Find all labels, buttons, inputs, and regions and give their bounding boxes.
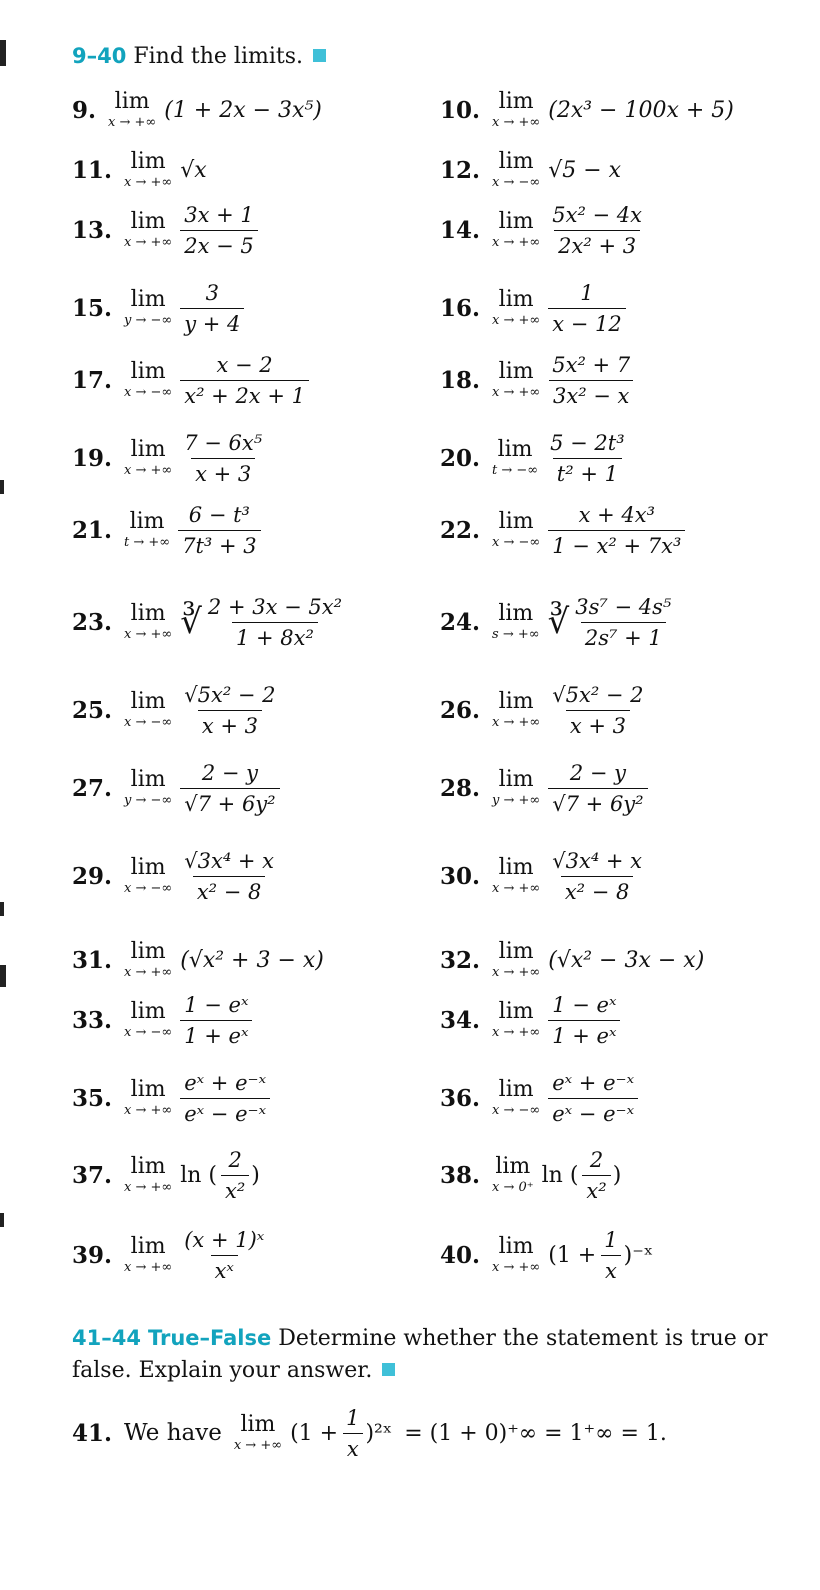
section-range: 9–40	[72, 44, 127, 68]
fraction	[180, 1227, 268, 1284]
section-title-2: True–False	[147, 1326, 272, 1350]
lim-word: lim	[498, 1077, 534, 1102]
lim-word: lim	[498, 509, 534, 534]
denominator: x² − 8	[193, 876, 266, 905]
limit-subscript: y → −∞	[124, 313, 173, 328]
limit-operator	[124, 150, 172, 190]
limit-operator	[124, 1078, 172, 1118]
fraction	[180, 280, 244, 337]
limit-operator	[492, 510, 540, 550]
problem-number: 31.	[72, 946, 113, 974]
fraction	[180, 202, 258, 259]
denominator: x²	[582, 1175, 610, 1204]
limit-subscript: x → +∞	[492, 313, 541, 328]
problem-item	[440, 428, 629, 488]
problem-item	[72, 428, 266, 488]
statement-lead: We have	[124, 1420, 222, 1446]
lim-word: lim	[130, 1234, 166, 1259]
fraction	[180, 352, 309, 409]
numerator: 5x² − 4x	[552, 202, 643, 227]
fraction	[548, 352, 634, 409]
denominator: 2s⁷ + 1	[581, 622, 666, 651]
limit-operator	[492, 1000, 540, 1040]
numerator: 3s⁷ − 4s⁵	[575, 594, 672, 619]
denominator: 1 − x² + 7x³	[548, 530, 685, 559]
limit-operator	[124, 940, 172, 980]
problem-item	[440, 1225, 653, 1285]
limit-operator	[492, 1235, 540, 1275]
denominator: 1 + eˣ	[548, 1020, 620, 1049]
limit-subscript: y → −∞	[124, 793, 173, 808]
problem-number: 22.	[440, 516, 481, 544]
denominator: x + 3	[191, 458, 255, 487]
lim-word: lim	[240, 1412, 276, 1437]
fraction	[178, 502, 261, 559]
lim-word: lim	[129, 509, 165, 534]
numerator: 7 − 6x⁵	[184, 430, 263, 455]
section-heading-text: Find the limits.	[133, 44, 304, 69]
fraction	[180, 760, 279, 817]
denominator: √7 + 6y²	[548, 788, 647, 817]
problem-item	[72, 1068, 270, 1128]
limit-operator	[492, 768, 540, 808]
denominator: 7t³ + 3	[178, 530, 261, 559]
lim-word: lim	[130, 1154, 166, 1179]
lim-word: lim	[114, 89, 150, 114]
numerator: 1	[580, 280, 594, 305]
problem-item	[72, 1225, 268, 1285]
limit-subscript: x → +∞	[492, 1025, 541, 1040]
limit-subscript: x → +∞	[108, 115, 157, 130]
lim-word: lim	[130, 689, 166, 714]
problem-item	[440, 140, 621, 200]
denominator: x²	[221, 1175, 249, 1204]
limit-subscript: x → +∞	[124, 627, 173, 642]
edge-mark	[0, 965, 6, 987]
lim-word: lim	[497, 437, 533, 462]
numerator: 1	[604, 1227, 618, 1252]
fraction	[204, 594, 346, 651]
problem-number: 27.	[72, 774, 113, 802]
lim-word: lim	[130, 767, 166, 792]
lim-word: lim	[498, 689, 534, 714]
denominator: x + 3	[566, 710, 630, 739]
cube-root-sign: ∛	[547, 602, 570, 642]
limit-subscript: x → +∞	[124, 1103, 173, 1118]
cube-root-sign: ∛	[180, 602, 202, 642]
lim-word: lim	[130, 209, 166, 234]
limit-subscript: x → −∞	[124, 385, 173, 400]
problem-number: 12.	[440, 156, 481, 184]
fraction	[180, 682, 279, 739]
problem-number: 11.	[72, 156, 113, 184]
limit-operator	[492, 1155, 534, 1195]
problem-item	[72, 140, 207, 200]
problem-item	[440, 592, 675, 652]
limit-subscript: x → +∞	[124, 175, 173, 190]
fraction	[582, 1147, 610, 1204]
problem-number: 32.	[440, 946, 481, 974]
lim-word: lim	[130, 601, 166, 626]
limit-operator	[492, 288, 540, 328]
numerator: 2 + 3x − 5x²	[207, 594, 342, 619]
lim-word: lim	[130, 287, 166, 312]
limit-subscript: x → +∞	[124, 1180, 173, 1195]
limit-subscript: t → −∞	[492, 463, 539, 478]
expr-pre: ln (	[541, 1162, 579, 1188]
denominator: 1 + 8x²	[232, 622, 318, 651]
lim-word: lim	[130, 359, 166, 384]
lim-word: lim	[498, 209, 534, 234]
problem-item	[72, 500, 261, 560]
edge-mark	[0, 480, 4, 494]
denominator: x² + 2x + 1	[180, 380, 309, 409]
problem-item	[72, 278, 244, 338]
limit-operator	[234, 1413, 282, 1453]
numerator: 1	[346, 1405, 360, 1430]
problem-number: 14.	[440, 216, 481, 244]
problem-item	[440, 350, 634, 410]
lim-word: lim	[130, 437, 166, 462]
numerator: x − 2	[216, 352, 273, 377]
fraction	[548, 1070, 638, 1127]
lim-word: lim	[498, 359, 534, 384]
problem-item	[440, 500, 685, 560]
fraction	[548, 992, 620, 1049]
limit-subscript: x → +∞	[492, 881, 541, 896]
denominator: x − 12	[548, 308, 626, 337]
problem-number: 10.	[440, 96, 481, 124]
problem-number: 13.	[72, 216, 113, 244]
edge-mark	[0, 1213, 4, 1227]
fraction	[546, 430, 629, 487]
problem-item	[72, 930, 324, 990]
limit-subscript: x → +∞	[124, 1260, 173, 1275]
denominator: x² − 8	[561, 876, 634, 905]
denominator: eˣ − e⁻ˣ	[180, 1098, 270, 1127]
limit-operator	[124, 1155, 172, 1195]
problem-number: 19.	[72, 444, 113, 472]
denominator: x + 3	[198, 710, 262, 739]
problem-item	[440, 846, 646, 906]
problem-item	[72, 592, 346, 652]
denominator: √7 + 6y²	[180, 788, 279, 817]
problem-number: 33.	[72, 1006, 113, 1034]
problem-number: 24.	[440, 608, 481, 636]
problem-item	[440, 680, 648, 740]
limit-expression: √5 − x	[548, 157, 622, 183]
limit-subscript: x → −∞	[492, 535, 541, 550]
denominator: x	[343, 1433, 363, 1462]
limit-expression: (2x³ − 100x + 5)	[548, 97, 734, 123]
fraction	[180, 1070, 270, 1127]
expr-post: )	[612, 1162, 622, 1188]
fraction	[548, 760, 647, 817]
limit-operator	[492, 856, 540, 896]
limit-subscript: x → +∞	[492, 1260, 541, 1275]
numerator: 2 − y	[201, 760, 258, 785]
limit-operator	[492, 940, 540, 980]
numerator: x + 4x³	[578, 502, 656, 527]
numerator: √5x² − 2	[184, 682, 276, 707]
problem-item	[72, 200, 258, 260]
problem-number: 29.	[72, 862, 113, 890]
limit-subscript: x → +∞	[124, 463, 173, 478]
limit-operator	[124, 1000, 172, 1040]
edge-mark	[0, 40, 6, 66]
numerator: 2	[589, 1147, 604, 1172]
numerator: 5 − 2t³	[550, 430, 625, 455]
limit-operator	[492, 360, 540, 400]
fraction	[180, 992, 252, 1049]
denominator: 1 + eˣ	[180, 1020, 252, 1049]
problem-item	[72, 846, 278, 906]
limit-operator	[124, 438, 172, 478]
problem-item	[440, 758, 648, 818]
fraction	[180, 430, 266, 487]
limit-subscript: x → +∞	[492, 715, 541, 730]
expr-post: )	[251, 1162, 260, 1188]
problem-item	[72, 350, 309, 410]
lim-word: lim	[498, 767, 534, 792]
problem-item	[72, 680, 280, 740]
fraction	[548, 682, 647, 739]
expr-pre: (1 +	[290, 1420, 339, 1446]
numerator: 2	[228, 1147, 242, 1172]
limit-operator	[492, 150, 540, 190]
numerator: 3	[205, 280, 220, 305]
expr-pre: (1 +	[548, 1242, 597, 1268]
lim-word: lim	[498, 999, 534, 1024]
problem-number: 37.	[72, 1161, 113, 1189]
problem-number: 38.	[440, 1161, 481, 1189]
section-range-2: 41–44	[72, 1326, 141, 1350]
statement-rest: = (1 + 0)⁺∞ = 1⁺∞ = 1.	[404, 1420, 667, 1446]
limit-subscript: x → 0⁺	[492, 1180, 534, 1195]
lim-word: lim	[498, 287, 534, 312]
limit-operator	[124, 288, 172, 328]
problem-item	[440, 1145, 621, 1205]
problem-number: 18.	[440, 366, 481, 394]
lim-word: lim	[130, 1077, 166, 1102]
limit-subscript: x → +∞	[492, 965, 541, 980]
limit-subscript: x → −∞	[492, 175, 541, 190]
fraction	[548, 848, 646, 905]
problem-item	[440, 200, 646, 260]
lim-word: lim	[495, 1154, 531, 1179]
limit-subscript: x → +∞	[492, 115, 541, 130]
problem-item	[72, 758, 280, 818]
limit-subscript: t → +∞	[124, 535, 171, 550]
edge-mark	[0, 902, 4, 916]
section-heading-2-text: Determine whether the statement is true or false. Explain your answer.	[72, 1326, 768, 1383]
problem-number: 26.	[440, 696, 481, 724]
lim-word: lim	[498, 149, 534, 174]
lim-word: lim	[130, 939, 166, 964]
limit-subscript: x → +∞	[124, 235, 173, 250]
problem-number: 40.	[440, 1241, 481, 1269]
limit-subscript: x → −∞	[124, 1025, 173, 1040]
denominator: 3x² − x	[549, 380, 633, 409]
denominator: 2x² + 3	[554, 230, 640, 259]
limit-subscript: s → +∞	[492, 627, 540, 642]
limit-subscript: x → −∞	[124, 715, 173, 730]
fraction	[548, 502, 685, 559]
problem-number: 28.	[440, 774, 481, 802]
limit-subscript: x → −∞	[124, 881, 173, 896]
numerator: eˣ + e⁻ˣ	[184, 1070, 267, 1095]
limit-operator	[124, 510, 170, 550]
denominator: xˣ	[211, 1255, 238, 1284]
lim-word: lim	[498, 89, 534, 114]
limit-operator	[492, 210, 540, 250]
problem-item	[72, 80, 322, 140]
denominator: 2x − 5	[180, 230, 258, 259]
numerator: 2 − y	[569, 760, 626, 785]
limit-operator	[124, 360, 172, 400]
fraction	[221, 1147, 249, 1204]
limit-operator	[124, 1235, 172, 1275]
limit-expression: √x	[180, 157, 207, 183]
problem-item	[440, 1068, 638, 1128]
lim-word: lim	[498, 855, 534, 880]
numerator: √3x⁴ + x	[184, 848, 275, 873]
square-icon	[382, 1363, 395, 1376]
problem-number: 21.	[72, 516, 113, 544]
problem-number: 16.	[440, 294, 481, 322]
lim-word: lim	[498, 601, 534, 626]
limit-subscript: y → +∞	[492, 793, 541, 808]
limit-subscript: x → −∞	[492, 1103, 541, 1118]
problem-number: 36.	[440, 1084, 481, 1112]
problem-number: 15.	[72, 294, 113, 322]
problem-number: 35.	[72, 1084, 113, 1112]
limit-operator	[124, 690, 172, 730]
problem-item	[72, 990, 252, 1050]
numerator: √3x⁴ + x	[552, 848, 643, 873]
limit-operator	[492, 438, 538, 478]
expr-post: )⁻ˣ	[623, 1242, 654, 1268]
fraction	[548, 202, 646, 259]
numerator: 1 − eˣ	[184, 992, 249, 1017]
problem-number: 25.	[72, 696, 113, 724]
limit-operator	[124, 768, 172, 808]
lim-word: lim	[498, 939, 534, 964]
problem-number: 30.	[440, 862, 481, 890]
problem-item	[72, 1145, 260, 1205]
fraction	[548, 280, 626, 337]
numerator: √5x² − 2	[552, 682, 644, 707]
problem-item	[440, 990, 620, 1050]
problem-number: 17.	[72, 366, 113, 394]
denominator: eˣ − e⁻ˣ	[548, 1098, 638, 1127]
expr-post: )²ˣ	[365, 1420, 393, 1446]
limit-operator	[492, 1078, 540, 1118]
fraction	[571, 594, 675, 651]
problem-number: 20.	[440, 444, 481, 472]
limit-subscript: x → +∞	[124, 965, 173, 980]
fraction	[600, 1227, 621, 1284]
denominator: x	[601, 1255, 621, 1284]
limit-operator	[124, 210, 172, 250]
fraction	[342, 1405, 363, 1462]
problem-item	[440, 80, 734, 140]
limit-expression: (√x² − 3x − x)	[548, 947, 705, 973]
numerator: 6 − t³	[188, 502, 250, 527]
limit-operator	[124, 602, 172, 642]
limit-subscript: x → +∞	[492, 385, 541, 400]
limit-expression: (1 + 2x − 3x⁵)	[164, 97, 322, 123]
fraction	[180, 848, 278, 905]
lim-word: lim	[498, 1234, 534, 1259]
numerator: eˣ + e⁻ˣ	[552, 1070, 635, 1095]
problem-item	[440, 930, 704, 990]
numerator: 1 − eˣ	[552, 992, 617, 1017]
denominator: t² + 1	[553, 458, 622, 487]
section-heading	[72, 42, 326, 71]
denominator: y + 4	[180, 308, 244, 337]
lim-word: lim	[130, 149, 166, 174]
problem-number: 34.	[440, 1006, 481, 1034]
limit-operator	[108, 90, 156, 130]
problem-number: 41.	[72, 1419, 113, 1447]
square-icon	[313, 49, 326, 62]
expr-pre: ln (	[180, 1162, 218, 1188]
problem-item	[440, 278, 626, 338]
limit-operator	[492, 90, 540, 130]
limit-subscript: x → +∞	[492, 235, 541, 250]
numerator: 3x + 1	[184, 202, 254, 227]
problem-number: 9.	[72, 96, 97, 124]
problem-number: 23.	[72, 608, 113, 636]
problem-number: 39.	[72, 1241, 113, 1269]
lim-word: lim	[130, 855, 166, 880]
limit-operator	[492, 602, 540, 642]
limit-operator	[124, 856, 172, 896]
section-heading-2	[72, 1322, 792, 1387]
problem-41	[72, 1398, 667, 1468]
limit-expression: (√x² + 3 − x)	[180, 947, 324, 973]
limit-operator	[492, 690, 540, 730]
limit-subscript: x → +∞	[233, 1438, 283, 1453]
numerator: (x + 1)ˣ	[184, 1227, 265, 1252]
numerator: 5x² + 7	[552, 352, 631, 377]
lim-word: lim	[130, 999, 166, 1024]
